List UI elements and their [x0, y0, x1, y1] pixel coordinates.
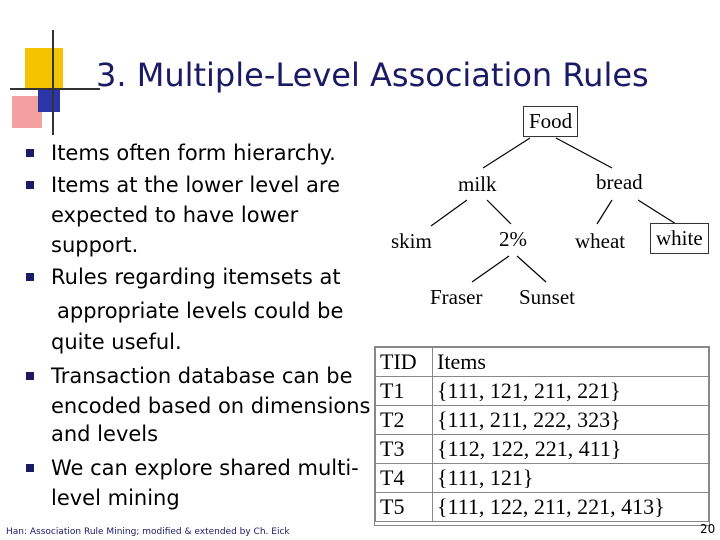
bullet-line: expected to have lower — [51, 203, 299, 227]
table-row — [376, 435, 709, 464]
table-header-row — [376, 348, 709, 377]
node-bread: bread — [596, 170, 643, 194]
edge-food-bread — [556, 138, 612, 168]
tid-cell: T3 — [376, 435, 433, 464]
bullet-line: encoded based on dimensions — [51, 394, 371, 418]
bullet-line: level mining — [51, 486, 180, 510]
bullet-line: and levels — [51, 422, 159, 446]
node-milk: milk — [458, 172, 497, 196]
edge-milk-2pct — [487, 200, 511, 224]
table-row — [376, 493, 709, 522]
table-row — [376, 377, 709, 406]
items-cell: {111, 122, 211, 221, 413} — [433, 493, 709, 522]
items-cell: {111, 121} — [433, 464, 709, 493]
header-items: Items — [433, 348, 709, 377]
bullet-line: Transaction database can be — [51, 364, 353, 388]
bullet-line: quite useful. — [51, 330, 182, 354]
bullet-line: Rules regarding itemsets at — [51, 265, 341, 289]
tid-cell: T4 — [376, 464, 433, 493]
slide-title: 3. Multiple-Level Association Rules — [96, 56, 649, 94]
node-sunset: Sunset — [519, 285, 576, 309]
transaction-table — [375, 347, 709, 522]
table-row — [376, 464, 709, 493]
tid-cell: T5 — [376, 493, 433, 522]
node-food: Food — [523, 106, 578, 137]
transaction-table-wrapper — [374, 346, 710, 526]
bullet-line: We can explore shared multi- — [51, 456, 359, 480]
table-row — [376, 406, 709, 435]
node-fraser: Fraser — [430, 285, 483, 309]
bullet-line: support. — [51, 233, 139, 257]
node-wheat: wheat — [575, 229, 626, 253]
items-cell: {112, 122, 221, 411} — [433, 435, 709, 464]
bullet-line: Items at the lower level are — [51, 173, 340, 197]
node-white: white — [650, 223, 709, 254]
page-number: 20 — [700, 522, 716, 536]
node-skim: skim — [391, 229, 432, 253]
edge-food-milk — [483, 138, 530, 168]
bullet-line: Items often form hierarchy. — [51, 141, 336, 165]
items-cell: {111, 211, 222, 323} — [433, 406, 709, 435]
tid-cell: T2 — [376, 406, 433, 435]
edge-2pct-fraser — [472, 256, 509, 282]
items-cell: {111, 121, 211, 221} — [433, 377, 709, 406]
node-2pct: 2% — [499, 227, 527, 251]
edge-bread-white — [638, 200, 676, 224]
tid-cell: T1 — [376, 377, 433, 406]
header-tid: TID — [376, 348, 433, 377]
edge-milk-skim — [431, 200, 467, 226]
slide-footer: Han: Association Rule Mining; modified & extended by Ch. Eick — [6, 527, 290, 537]
edge-bread-wheat — [597, 200, 612, 224]
bullet-line: appropriate levels could be — [57, 299, 344, 323]
edge-2pct-sunset — [517, 256, 546, 282]
